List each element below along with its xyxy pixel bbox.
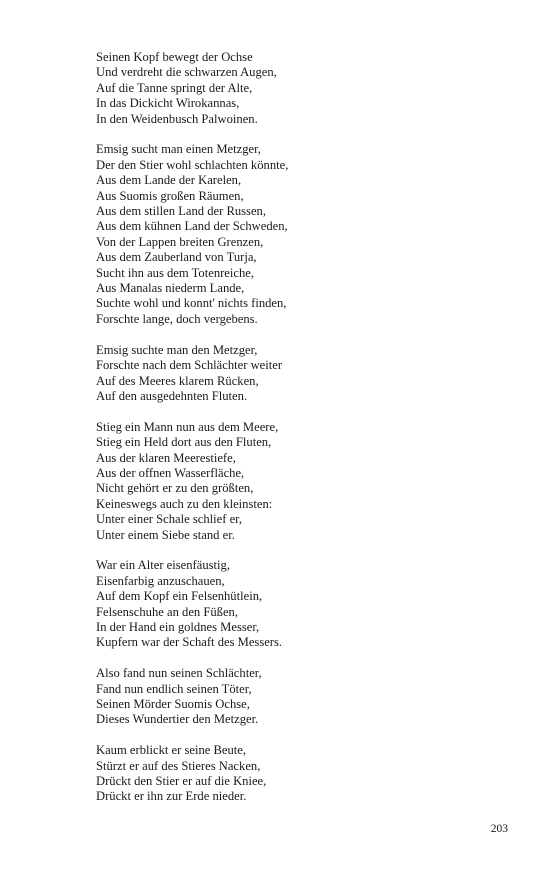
stanza <box>96 666 516 728</box>
poem-line: Forschte lange, doch vergebens. <box>96 311 258 326</box>
poem-line: Fand nun endlich seinen Töter, <box>96 681 252 696</box>
poem-line: Forschte nach dem Schlächter weiter <box>96 358 283 373</box>
stanza <box>96 50 516 127</box>
poem-line: Aus dem kühnen Land der Schweden, <box>96 219 288 234</box>
poem-line: Aus Manalas niederm Lande, <box>96 281 245 296</box>
poem-line: Auf den ausgedehnten Fluten. <box>96 388 248 403</box>
poem-line: Stieg ein Mann nun aus dem Meere, <box>96 419 279 434</box>
poem-line: In den Weidenbusch Palwoinen. <box>96 111 258 126</box>
poem-line: Und verdreht die schwarzen Augen, <box>96 65 277 80</box>
poem-line: Sucht ihn aus dem Totenreiche, <box>96 265 255 280</box>
poem-line: Unter einer Schale schlief er, <box>96 512 243 527</box>
poem-line: In der Hand ein goldnes Messer, <box>96 619 260 634</box>
poem-text <box>96 50 516 805</box>
poem-line: Aus dem Zauberland von Turja, <box>96 250 257 265</box>
poem-line: Nicht gehört er zu den größten, <box>96 481 254 496</box>
poem-line: Keineswegs auch zu den kleinsten: <box>96 496 273 511</box>
poem-line: Seinen Kopf bewegt der Ochse <box>96 50 253 64</box>
stanza <box>96 743 516 805</box>
poem-line: Auf des Meeres klarem Rücken, <box>96 373 259 388</box>
poem-line: Unter einem Siebe stand er. <box>96 527 235 542</box>
poem-line: Aus der offnen Wasserfläche, <box>96 465 245 480</box>
stanza <box>96 142 516 327</box>
poem-line: Seinen Mörder Suomis Ochse, <box>96 696 250 711</box>
poem-line: Von der Lappen breiten Grenzen, <box>96 234 264 249</box>
poem-line: Aus dem Lande der Karelen, <box>96 173 242 188</box>
poem-line: Aus dem stillen Land der Russen, <box>96 204 266 219</box>
poem-line: Kaum erblickt er seine Beute, <box>96 743 247 758</box>
poem-line: Stieg ein Held dort aus den Fluten, <box>96 435 272 450</box>
poem-line: Aus der klaren Meerestiefe, <box>96 450 236 465</box>
stanza <box>96 343 516 405</box>
stanza <box>96 558 516 650</box>
poem-line: Suchte wohl und konnt' nichts finden, <box>96 296 287 311</box>
poem-line: War ein Alter eisenfäustig, <box>96 558 230 573</box>
poem-line: Auf die Tanne springt der Alte, <box>96 80 253 95</box>
poem-line: Also fand nun seinen Schlächter, <box>96 666 262 681</box>
poem-line: In das Dickicht Wirokannas, <box>96 96 240 111</box>
poem-line: Stürzt er auf des Stieres Nacken, <box>96 758 261 773</box>
poem-line: Kupfern war der Schaft des Messers. <box>96 635 283 650</box>
poem-line: Dieses Wundertier den Metzger. <box>96 712 259 727</box>
poem-line: Der den Stier wohl schlachten könnte, <box>96 157 289 172</box>
poem-line: Eisenfarbig anzuschauen, <box>96 573 225 588</box>
page-number: 203 <box>490 823 508 835</box>
poem-line: Emsig suchte man den Metzger, <box>96 342 258 357</box>
poem-line: Auf dem Kopf ein Felsenhütlein, <box>96 589 263 604</box>
poem-line: Drückt er ihn zur Erde nieder. <box>96 789 247 804</box>
stanza <box>96 420 516 543</box>
poem-line: Aus Suomis großen Räumen, <box>96 188 244 203</box>
poem-line: Drückt den Stier er auf die Kniee, <box>96 774 267 788</box>
poem-line: Emsig sucht man einen Metzger, <box>96 142 261 157</box>
poem-line: Felsenschuhe an den Füßen, <box>96 604 238 619</box>
